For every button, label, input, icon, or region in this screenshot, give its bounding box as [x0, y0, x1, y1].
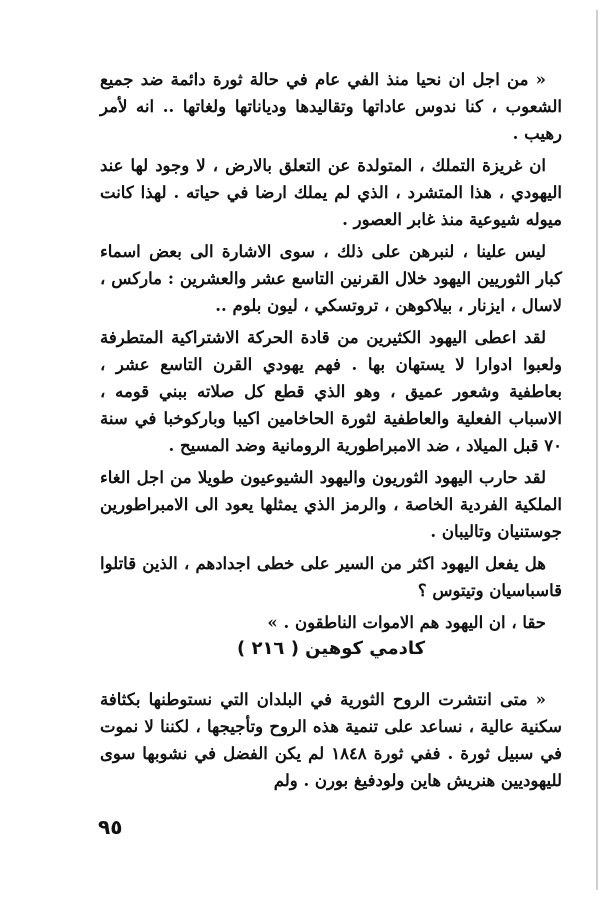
quote-block-2	[100, 686, 562, 799]
page-edge-shadow	[596, 10, 598, 890]
paragraph-5: لقد حارب اليهود الثوريون واليهود الشيوعيون طويلا من اجل الغاء الملكية الفردية الخاصة ، والرمز الذي يمثلها يعود الى الامبراطورين جوستنيان وتاليبان .	[100, 468, 562, 541]
paragraph-6: هل يفعل اليهود اكثر من السير على خطى اجدادهم ، الذين قاتلوا قاسباسيان وتيتوس ؟	[100, 554, 562, 600]
paragraph-1: « من اجل ان نحيا منذ الفي عام في حالة ثورة دائمة ضد جميع الشعوب ، كنا ندوس عاداتها وتقاليدها ودياناتها ولغاتها .. انه لأمر رهيب .	[100, 70, 562, 143]
quote-author: كادمي كوهين ( ٢١٦ )	[236, 638, 426, 659]
paragraph-3: ليس علينا ، لنبرهن على ذلك ، سوى الاشارة الى بعض اسماء كبار الثوريين اليهود خلال القرنين التاسع عشر والعشرين : ماركس ، لاسال ، ايزنار ، بيلاكوهن ، تروتسكي ، ليون بلوم ..	[100, 242, 562, 315]
quote-block-1	[100, 66, 562, 640]
paragraph-4: لقد اعطى اليهود الكثيرين من قادة الحركة الاشتراكية المتطرفة ولعبوا ادوارا لا يستهان بها . فهم يهودي القرن التاسع عشر ، بعاطفية وشعور عميق ، وهو الذي قطع كل صلاته ببني قومه ، الاسباب الفعلية والعاطفية لثورة الحاخامين اكيبا وباركوخبا في سنة ٧٠ قبل الميلاد ، ضد الامبراطورية الرومانية وضد المسيح .	[100, 328, 562, 455]
paragraph-7: حقا ، ان اليهود هم الاموات الناطقون . »	[267, 613, 546, 632]
paragraph-8: « متى انتشرت الروح الثورية في البلدان التي نستوطنها بكثافة سكنية عالية ، نساعد على تنمية هذه الروح وتأجيجها ، لكننا لا نموت في سبيل ثورة . ففي ثورة ١٨٤٨ لم يكن الفضل في نشوبها سوى لليهوديين هنريش هاين ولودفيغ بورن . ولم	[100, 690, 562, 790]
paragraph-2: ان غريزة التملك ، المتولدة عن التعلق بالارض ، لا وجود لها عند اليهودي ، هذا المتشرد ، الذي لم يملك ارضا في حياته . لهذا كانت ميوله شيوعية منذ غابر العصور .	[100, 156, 562, 229]
page-number: ٩٥	[98, 815, 123, 839]
